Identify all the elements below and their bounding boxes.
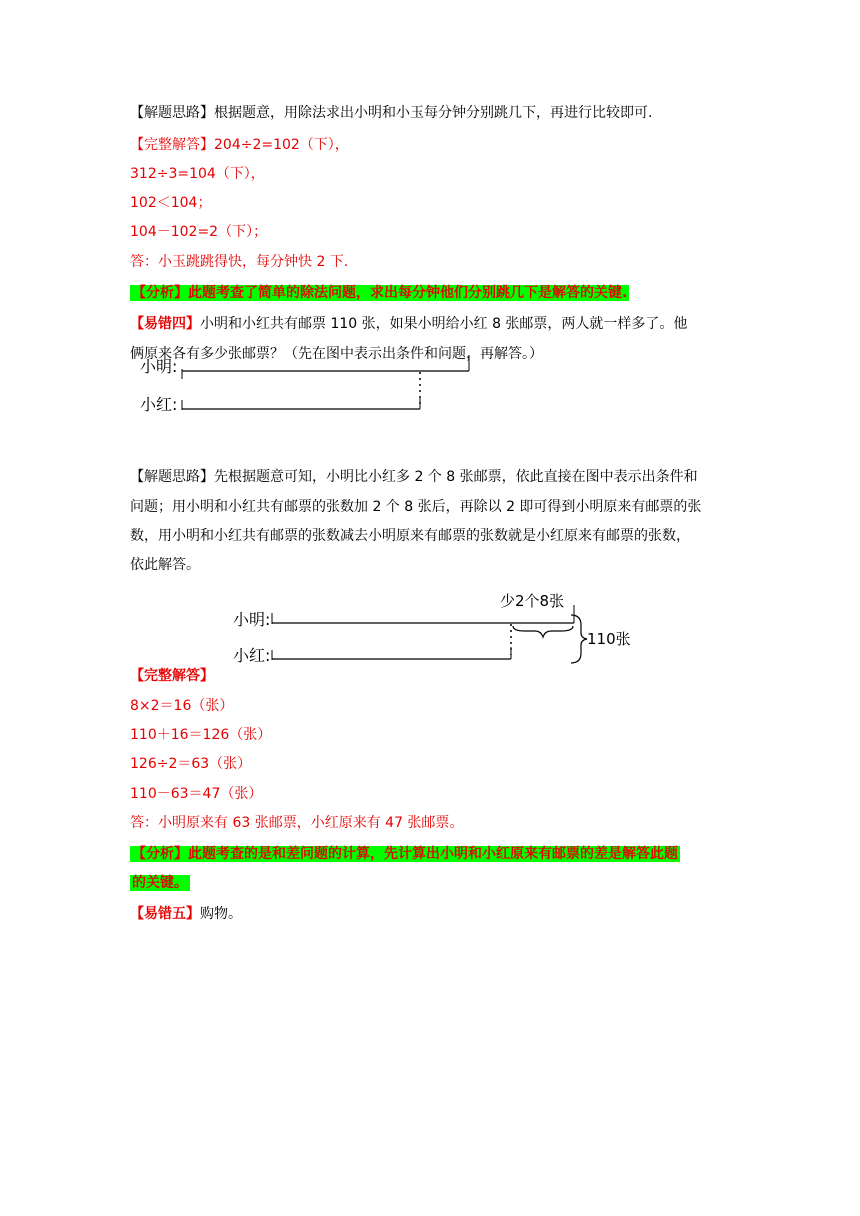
diagram1-label-ming: 小明: <box>140 357 178 376</box>
question-line-1 <box>130 314 687 334</box>
diagram-question <box>130 350 490 440</box>
answer-line-3: 102＜104； <box>130 195 212 211</box>
total-brace <box>571 615 587 663</box>
analysis2-highlight-1: 【分析】此题考查的是和差问题的计算，先计算出小明和小红原来有邮票的差是解答此题 <box>132 846 678 862</box>
analysis-line <box>130 283 629 303</box>
answer-line-5: 答：小玉跳跳得快，每分钟快 2 下. <box>130 254 349 270</box>
diagram2-label-hong: 小红: <box>233 646 271 665</box>
answer-line-1 <box>130 135 349 155</box>
answer2-tag: 【完整解答】 <box>130 668 214 684</box>
analysis2-line-1 <box>130 844 680 864</box>
answer2-line-4: 110－63＝47（张） <box>130 786 263 802</box>
thinking-text: 根据题意，用除法求出小明和小玉每分钟分别跳几下，再进行比较即可. <box>214 105 653 121</box>
answer-line-2: 312÷3=104（下）， <box>130 166 265 182</box>
answer-tag: 【完整解答】 <box>130 137 214 153</box>
analysis2-line-2 <box>130 873 190 893</box>
thinking-tag: 【解题思路】 <box>130 105 214 121</box>
total-label: 110张 <box>587 630 631 648</box>
question-line-2: 俩原来各有多少张邮票？（先在图中表示出条件和问题，再解答。） <box>130 346 543 362</box>
diagram1-label-hong: 小红: <box>140 395 178 414</box>
thinking2-line-2: 问题；用小明和小红共有邮票的张数加 2 个 8 张后，再除以 2 即可得到小明原来有邮票的张 <box>130 499 702 515</box>
answer-text-1: 204÷2=102（下）， <box>214 137 349 153</box>
answer2-line-3: 126÷2＝63（张） <box>130 756 252 772</box>
thinking2-line-4: 依此解答。 <box>130 557 200 573</box>
error5-tag: 【易错五】 <box>130 906 200 922</box>
analysis-highlight: 【分析】此题考查了简单的除法问题，求出每分钟他们分别跳几下是解答的关键. <box>132 285 628 301</box>
error-title-tag: 【易错四】 <box>130 316 200 332</box>
answer-line-4: 104－102=2（下）； <box>130 224 268 240</box>
answer2-line-1: 8×2＝16（张） <box>130 698 234 714</box>
thinking2-tag: 【解题思路】 <box>130 469 214 485</box>
analysis2-highlight-2: 的关键。 <box>132 875 188 891</box>
thinking2-line-3: 数，用小明和小红共有邮票的张数减去小明原来有邮票的张数就是小红原来有邮票的张数， <box>130 528 690 544</box>
question-text-1: 小明和小红共有邮票 110 张，如果小明给小红 8 张邮票，两人就一样多了。他 <box>200 316 688 332</box>
error5-text: 购物。 <box>200 906 242 922</box>
diff-label: 少2个8张 <box>500 592 565 610</box>
answer2-line-2: 110＋16＝126（张） <box>130 727 272 743</box>
diff-brace <box>513 626 573 637</box>
thinking2-text-1: 先根据题意可知，小明比小红多 2 个 8 张邮票，依此直接在图中表示出条件和 <box>214 469 698 485</box>
section3-title <box>130 904 242 924</box>
answer2-line-5: 答：小明原来有 63 张邮票，小红原来有 47 张邮票。 <box>130 815 464 831</box>
thinking-line <box>130 103 652 123</box>
diagram2-label-ming: 小明: <box>233 610 271 629</box>
diagram-solution <box>225 585 645 675</box>
thinking2-line-1 <box>130 467 698 487</box>
